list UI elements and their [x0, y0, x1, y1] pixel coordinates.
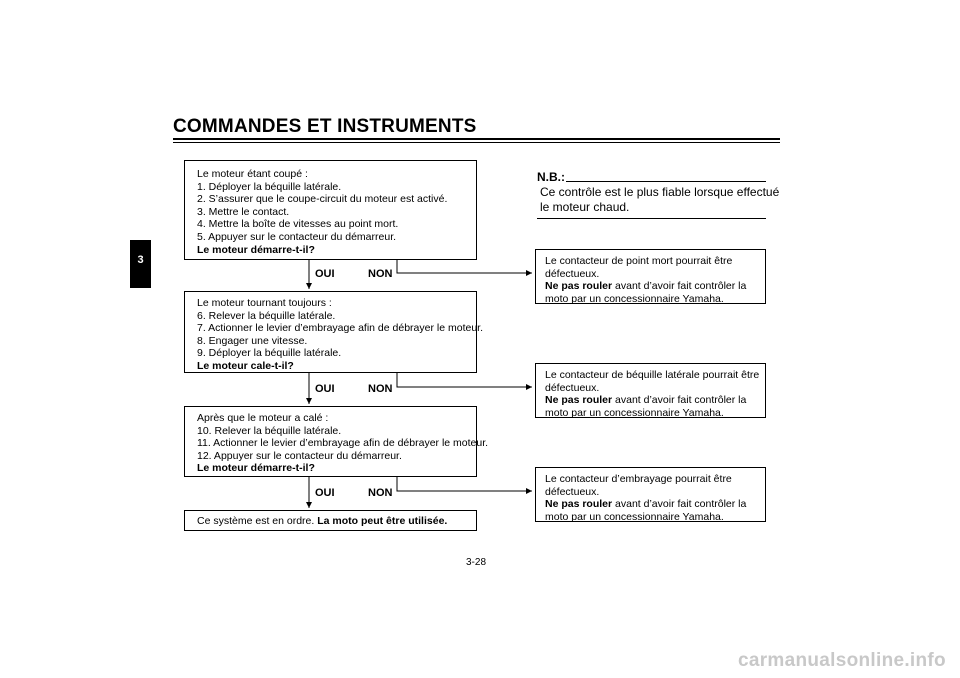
- yes-label: OUI: [315, 487, 335, 499]
- note-text: [540, 185, 779, 215]
- step-line: Le moteur tournant toujours :: [197, 297, 332, 309]
- step-line: 7. Actionner le levier d’embrayage afin de débrayer le moteur.: [197, 322, 483, 335]
- no-arrow-1: [397, 260, 532, 273]
- page-title: COMMANDES ET INSTRUMENTS: [173, 116, 477, 137]
- note-rule-top: [566, 181, 766, 182]
- step-question: Le moteur démarre-t-il?: [197, 243, 315, 256]
- step-line: 3. Mettre le contact.: [197, 205, 290, 218]
- no-arrow-3: [397, 477, 532, 491]
- step-line: Après que le moteur a calé :: [197, 412, 329, 424]
- warning-line: Le contacteur de point mort pourrait être: [545, 255, 733, 267]
- no-label: NON: [368, 383, 393, 395]
- step-line: Le moteur étant coupé :: [197, 168, 308, 180]
- warning-line: défectueux.: [545, 267, 600, 280]
- step-line: 4. Mettre la boîte de vitesses au point mort.: [197, 218, 399, 231]
- warning-line: défectueux.: [545, 485, 600, 498]
- warning-bold: Ne pas rouler: [545, 498, 613, 511]
- no-label: NON: [368, 487, 393, 499]
- flow-step-box-1: [184, 160, 477, 260]
- warning-bold: Ne pas rouler: [545, 394, 613, 407]
- warning-line: Le contacteur de béquille latérale pourrait être: [545, 369, 760, 381]
- warning-line: défectueux.: [545, 381, 600, 394]
- step-line: 12. Appuyer sur le contacteur du démarreur.: [197, 449, 402, 462]
- warning-line: avant d’avoir fait contrôler la: [612, 498, 747, 511]
- step-line: 2. S’assurer que le coupe-circuit du moteur est activé.: [197, 193, 448, 206]
- watermark: carmanualsonline.info: [738, 650, 946, 671]
- flow-result-box: [184, 510, 477, 531]
- step-line: 11. Actionner le levier d’embrayage afin de débrayer le moteur.: [197, 437, 489, 450]
- warning-line: moto par un concessionnaire Yamaha.: [545, 406, 724, 419]
- step-line: 6. Relever la béquille latérale.: [197, 309, 336, 322]
- result-text: Ce système est en ordre.: [197, 515, 318, 527]
- yes-label: OUI: [315, 268, 335, 280]
- warning-bold: Ne pas rouler: [545, 280, 613, 293]
- warning-line: moto par un concessionnaire Yamaha.: [545, 510, 724, 523]
- note-rule-bottom: [537, 218, 766, 219]
- flow-step-box-2: [184, 291, 483, 373]
- step-line: 9. Déployer la béquille latérale.: [197, 347, 342, 360]
- side-warning-box-3: [535, 467, 766, 522]
- warning-line: Le contacteur d’embrayage pourrait être: [545, 473, 732, 485]
- warning-line: moto par un concessionnaire Yamaha.: [545, 292, 724, 305]
- no-arrow-2: [397, 373, 532, 387]
- step-line: 8. Engager une vitesse.: [197, 334, 308, 347]
- side-warning-box-2: [535, 363, 766, 418]
- side-warning-box-1: [535, 249, 766, 304]
- page-number: 3-28: [466, 557, 487, 568]
- step-question: Le moteur démarre-t-il?: [197, 462, 315, 475]
- step-line: 5. Appuyer sur le contacteur du démarreur.: [197, 230, 397, 243]
- result-bold-text: La moto peut être utilisée.: [317, 515, 448, 527]
- chapter-tab: 3: [130, 240, 151, 288]
- no-label: NON: [368, 268, 393, 280]
- note-title: N.B.:: [537, 170, 565, 184]
- yes-label: OUI: [315, 383, 335, 395]
- step-line: 1. Déployer la béquille latérale.: [197, 180, 342, 193]
- note-line: Ce contrôle est le plus fiable lorsque effectué: [540, 185, 780, 199]
- warning-line: avant d’avoir fait contrôler la: [612, 280, 747, 293]
- step-question: Le moteur cale-t-il?: [197, 359, 294, 372]
- step-line: 10. Relever la béquille latérale.: [197, 424, 342, 437]
- note-line: le moteur chaud.: [540, 200, 630, 214]
- flow-step-box-3: [184, 406, 489, 477]
- warning-line: avant d’avoir fait contrôler la: [612, 394, 747, 407]
